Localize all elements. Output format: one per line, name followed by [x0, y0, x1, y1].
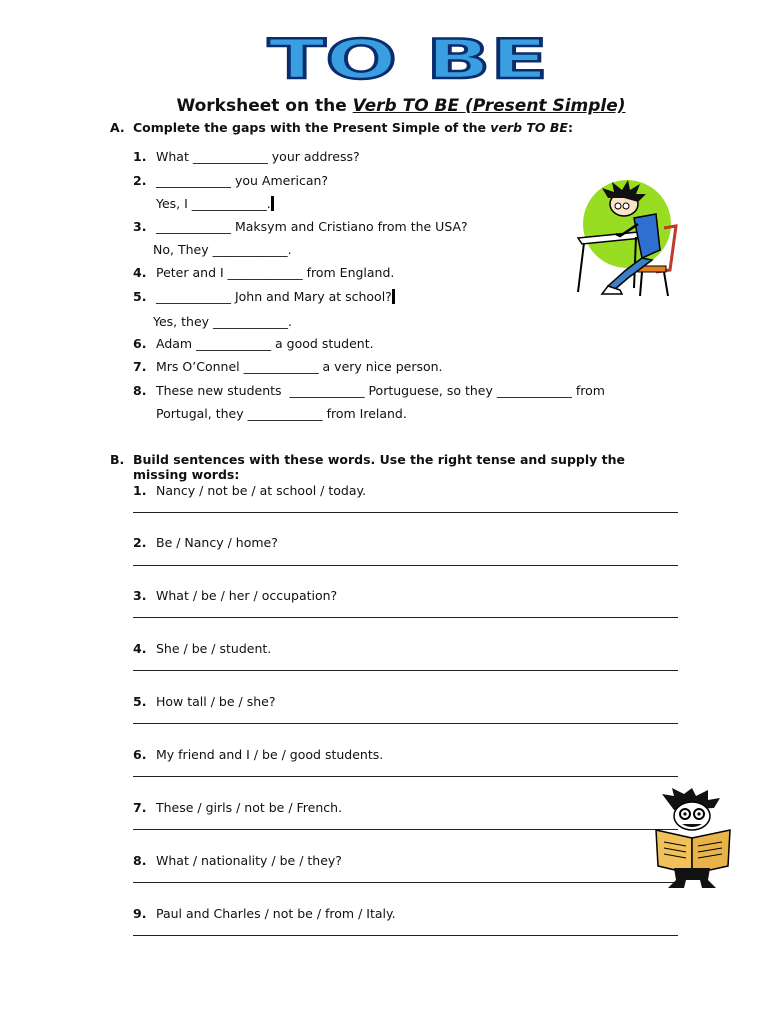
item-number: 9. — [133, 906, 147, 921]
item-number: 6. — [133, 747, 147, 762]
instruction-italic: verb TO BE — [490, 120, 568, 135]
exercise-a-item: Adam ____________ a good student. — [156, 336, 374, 351]
title-prefix: Worksheet on the — [176, 96, 353, 116]
exercise-a-item: Yes, they ____________. — [153, 314, 292, 329]
section-b-letter: B. — [110, 452, 125, 467]
exercise-b-item: She / be / student. — [156, 641, 272, 656]
exercise-a-item: What ____________ your address? — [156, 149, 360, 164]
exercise-a-item: No, They ____________. — [153, 242, 292, 257]
man-reading-book-icon — [654, 788, 734, 890]
exercise-a-item: ____________ you American? — [156, 173, 329, 188]
section-a-instruction — [133, 120, 693, 135]
answer-line[interactable] — [133, 776, 678, 777]
exercise-b-item: Paul and Charles / not be / from / Italy. — [156, 906, 396, 921]
item-number: 7. — [133, 800, 147, 815]
answer-line[interactable] — [133, 935, 678, 936]
item-number: 2. — [133, 535, 147, 550]
exercise-b-item: What / be / her / occupation? — [156, 588, 338, 603]
exercise-a-item: ____________ Maksym and Cristiano from the USA? — [156, 219, 468, 234]
answer-line[interactable] — [133, 882, 678, 883]
item-number: 6. — [133, 336, 147, 351]
item-number: 1. — [133, 483, 147, 498]
answer-line[interactable] — [133, 617, 678, 618]
exercise-a-item — [156, 196, 274, 211]
exercise-a-item: These new students ____________ Portuguese, so they ____________ from — [156, 383, 605, 398]
exercise-b-item: Nancy / not be / at school / today. — [156, 483, 367, 498]
section-a-letter: A. — [110, 120, 125, 135]
title-emphasis: Verb TO BE (Present Simple) — [352, 96, 626, 116]
exercise-a-item — [156, 289, 395, 304]
text-cursor — [392, 289, 395, 304]
item-number: 8. — [133, 383, 147, 398]
item-number: 3. — [133, 219, 147, 234]
exercise-b-item: How tall / be / she? — [156, 694, 276, 709]
answer-line[interactable] — [133, 670, 678, 671]
exercise-a-item: Peter and I ____________ from England. — [156, 265, 395, 280]
instruction-prefix: Complete the gaps with the Present Simple of the — [133, 120, 491, 135]
item-number: 4. — [133, 641, 147, 656]
answer-line[interactable] — [133, 829, 678, 830]
exercise-b-item: These / girls / not be / French. — [156, 800, 343, 815]
answer-line[interactable] — [133, 512, 678, 513]
question-text: ____________ John and Mary at school? — [156, 289, 392, 304]
item-number: 2. — [133, 173, 147, 188]
to-be-logo — [262, 34, 554, 84]
item-number: 7. — [133, 359, 147, 374]
item-number: 8. — [133, 853, 147, 868]
item-number: 3. — [133, 588, 147, 603]
answer-line[interactable] — [133, 723, 678, 724]
logo-text: TO BE — [268, 34, 548, 84]
instruction-suffix: : — [567, 120, 573, 135]
answer-line[interactable] — [133, 565, 678, 566]
item-number: 5. — [133, 289, 147, 304]
answer-text: Yes, I ____________. — [156, 196, 271, 211]
page-title — [0, 96, 768, 116]
section-b-instruction: Build sentences with these words. Use the right tense and supply the missing words: — [133, 452, 625, 482]
exercise-a-item: Mrs O’Connel ____________ a very nice person. — [156, 359, 443, 374]
exercise-b-item: Be / Nancy / home? — [156, 535, 278, 550]
exercise-a-item: Portugal, they ____________ from Ireland. — [156, 406, 407, 421]
item-number: 4. — [133, 265, 147, 280]
item-number: 1. — [133, 149, 147, 164]
exercise-b-item: What / nationality / be / they? — [156, 853, 342, 868]
text-cursor — [271, 196, 274, 211]
exercise-b-item: My friend and I / be / good students. — [156, 747, 384, 762]
item-number: 5. — [133, 694, 147, 709]
student-at-desk-icon — [572, 180, 684, 300]
